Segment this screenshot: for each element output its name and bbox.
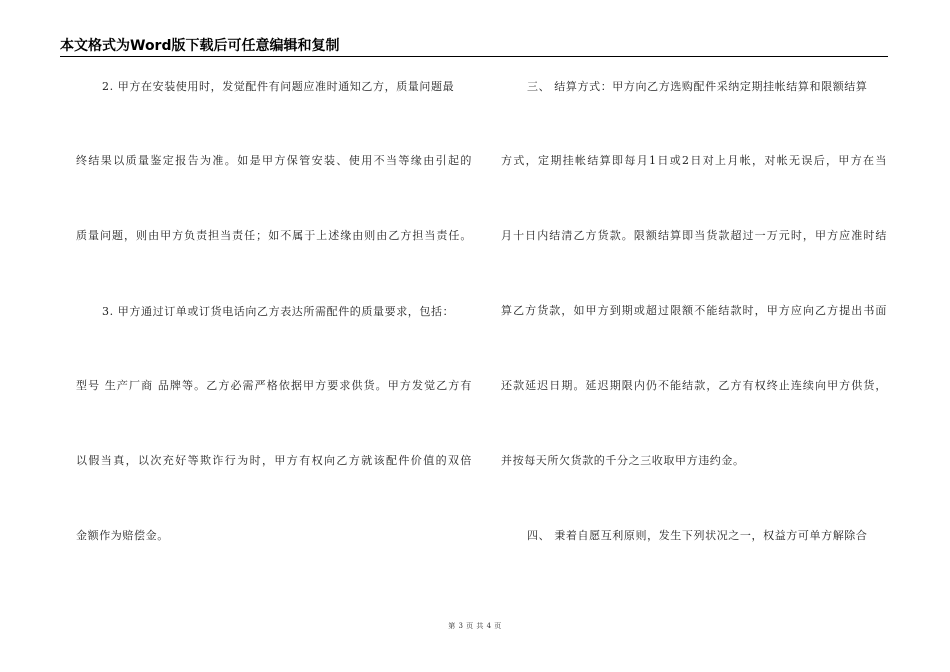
left-paragraph-line: 金额作为赔偿金。 xyxy=(76,529,169,542)
left-paragraph-line: 质量问题，则由甲方负责担当责任；如不属于上述缘由则由乙方担当责任。 xyxy=(76,229,472,242)
right-paragraph-line: 月十日内结清乙方货款。限额结算即当货款超过一万元时，甲方应准时结 xyxy=(501,229,887,242)
left-paragraph-line: 以假当真，以次充好等欺诈行为时，甲方有权向乙方就该配件价值的双倍 xyxy=(76,454,472,467)
right-paragraph-line: 方式，定期挂帐结算即每月1日或2日对上月帐，对帐无误后，甲方在当 xyxy=(501,154,887,167)
right-paragraph-line: 算乙方货款，如甲方到期或超过限额不能结款时，甲方应向乙方提出书面 xyxy=(501,304,887,317)
document-header-title: 本文格式为Word版下载后可任意编辑和复制 xyxy=(60,38,340,54)
right-paragraph-line: 并按每天所欠货款的千分之三收取甲方违约金。 xyxy=(501,454,745,467)
right-paragraph-line: 还款延迟日期。延迟期限内仍不能结款，乙方有权终止连续向甲方供货， xyxy=(501,379,887,392)
right-paragraph-line: 三、 结算方式：甲方向乙方选购配件采纳定期挂帐结算和限额结算 xyxy=(527,80,868,93)
right-paragraph-line: 四、 秉着自愿互利原则，发生下列状况之一，权益方可单方解除合 xyxy=(527,529,868,542)
left-paragraph-line: 型号 生产厂商 品牌等。乙方必需严格依据甲方要求供货。甲方发觉乙方有 xyxy=(76,379,472,392)
header-divider xyxy=(60,56,888,57)
left-paragraph-line: 2. 甲方在安装使用时，发觉配件有问题应准时通知乙方，质量问题最 xyxy=(102,80,455,93)
left-paragraph-line: 终结果以质量鉴定报告为准。如是甲方保管安装、使用不当等缘由引起的 xyxy=(76,154,472,167)
page-number-footer: 第 3 页 共 4 页 xyxy=(448,622,502,630)
left-paragraph-line: 3. 甲方通过订单或订货电话向乙方表达所需配件的质量要求，包括： xyxy=(102,305,455,318)
